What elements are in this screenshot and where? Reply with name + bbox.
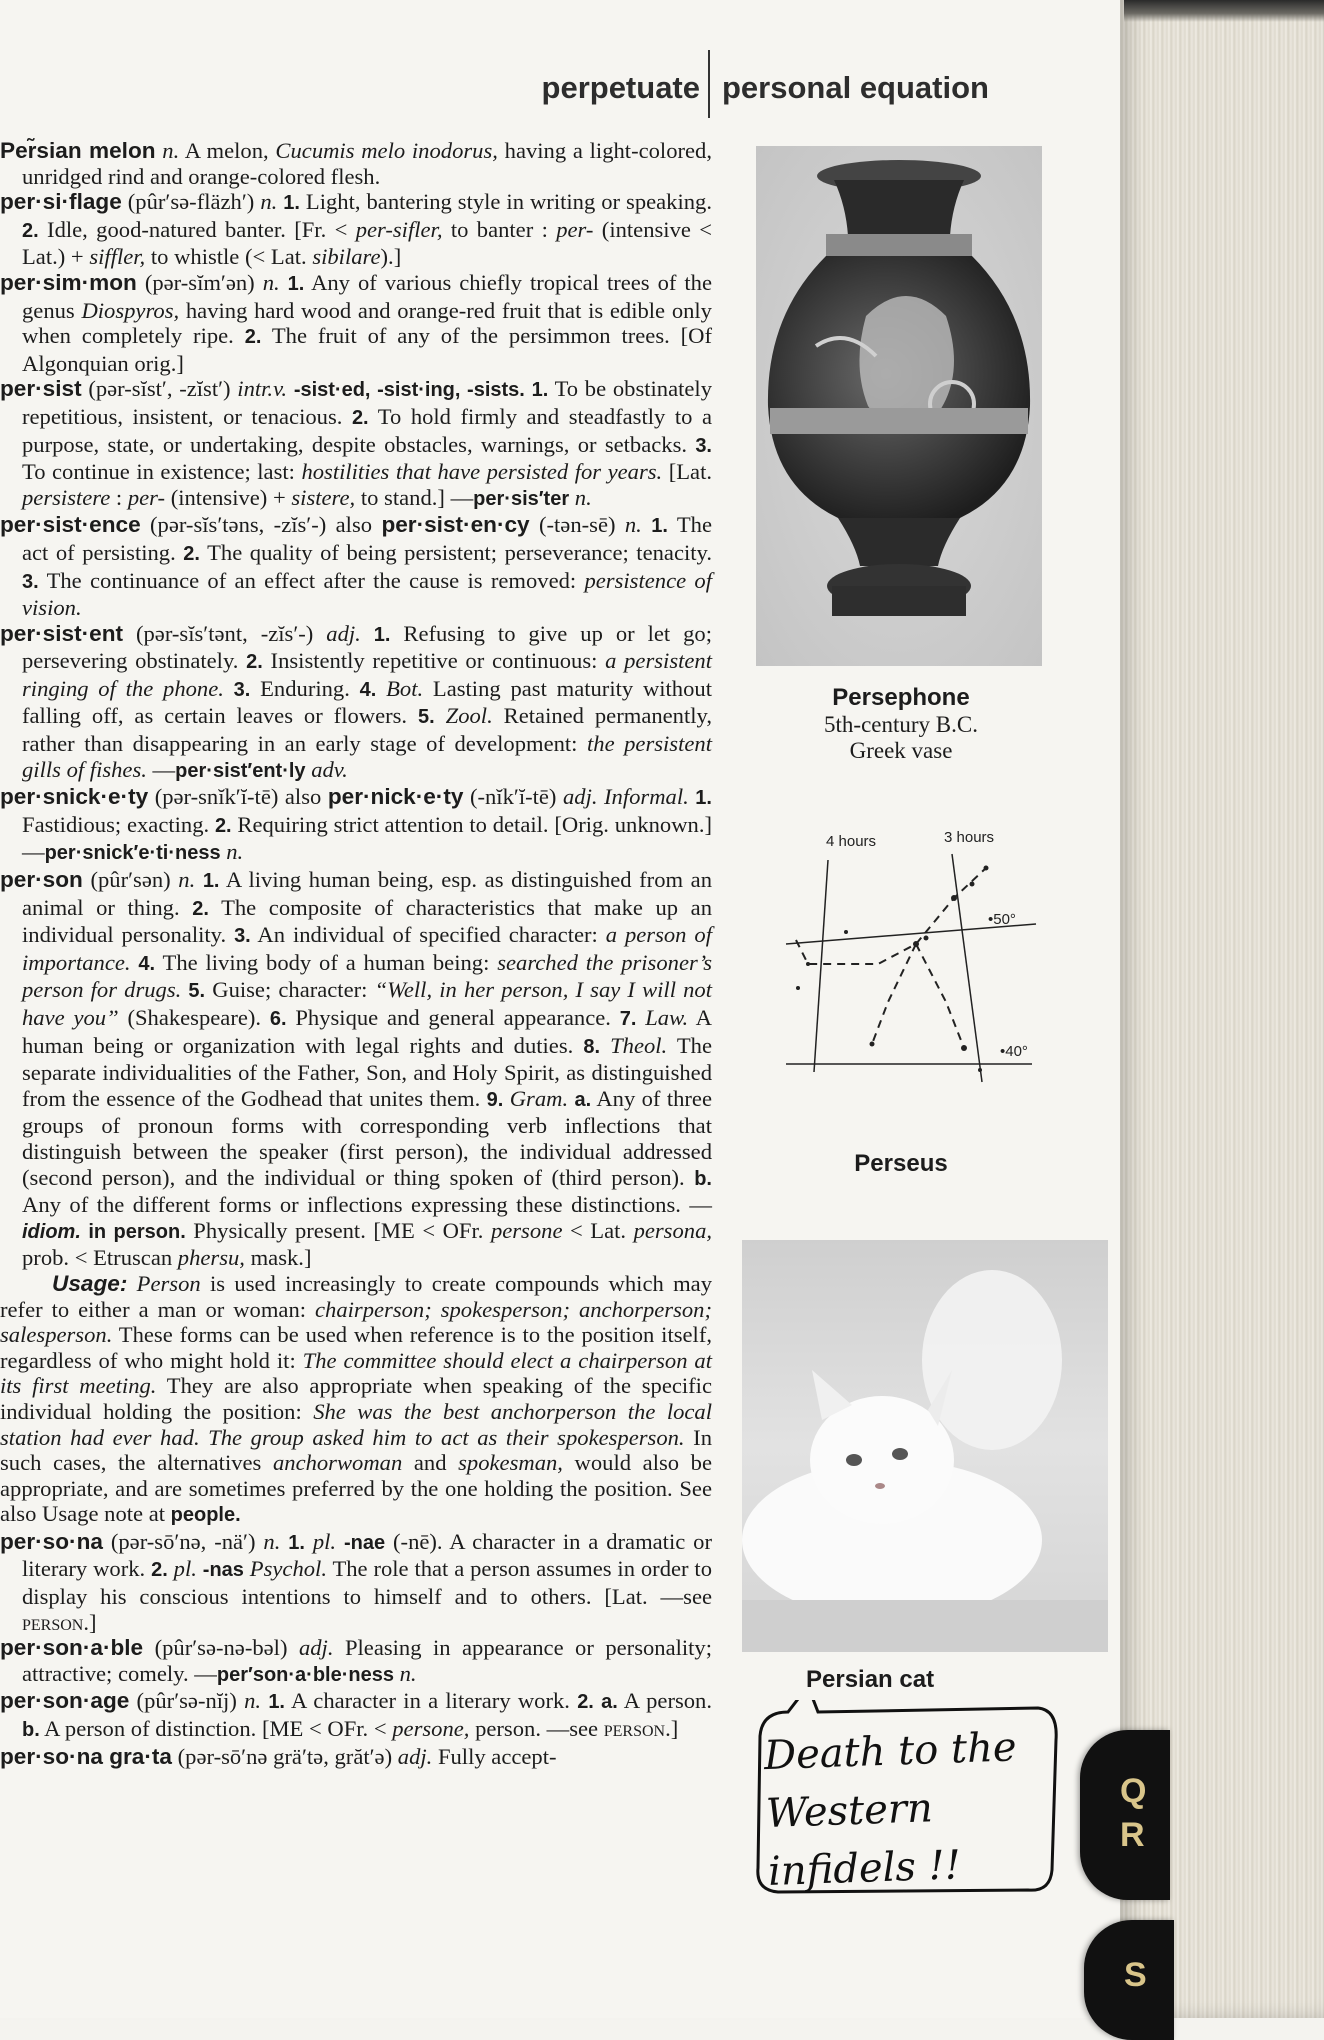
thumb-tab-qr[interactable] <box>1080 1730 1170 1900</box>
entry-definition: (pûr′sən) n. 1. A living human being, esp. as distinguished from an animal or thing. 2. The composite of characteristics that make up an individual personality. 3. An individual of specified character: a person of importance. 4. The living body of a human being: searched the prisoner’s person for drugs. 5. Guise; character: “Well, in her person, I say I will not have you” (Shakespeare). 6. Physique and general appearance. 7. Law. A human being or organization with legal rights and duties. 8. Theol. The separate individualities of the Father, Son, and Holy Spirit, as distinguished from the essence of the Godhead that unites them. 9. Gram. a. Any of three groups of pronoun forms with corresponding verb inflections that distinguish between the speaker (first person), the individual addressed (second person), and the individual or thing spoken of (third person). b. Any of the different forms or inflections expressing these distinctions. —idiom. in person. Physically present. [ME < OFr. persone < Lat. persona, prob. < Etruscan phersu, mask.] <box>22 867 713 1271</box>
tab-letter-q: Q <box>1120 1772 1147 1810</box>
entry-definition: (pər-sō′nə, -nä′) n. 1. pl. -nae (-nē). A character in a dramatic or literary work. 2. pl. -nas Psychol. The role that a person assumes in order to display his conscious intentions to himself and to others. [Lat. —see person.] <box>22 1528 712 1635</box>
cat-illustration <box>742 1240 1108 1652</box>
guide-word-right: personal equation <box>722 70 989 105</box>
entry-headword: per·sist·ence <box>0 512 141 538</box>
entry-headword: per·so·na <box>0 1528 103 1554</box>
entry-headword: per·son·a·ble <box>0 1635 144 1661</box>
dictionary-entry <box>0 1529 712 1635</box>
dictionary-entry <box>0 1635 712 1688</box>
chart-label-50-degrees: •50° <box>988 911 1016 928</box>
entries-column <box>0 138 712 1769</box>
persian-cat-caption <box>806 1666 996 1694</box>
usage-note <box>0 1271 712 1529</box>
dictionary-entry <box>0 784 712 867</box>
dictionary-entry <box>0 512 712 620</box>
entry-definition: (pûr′sə-nĭj) n. 1. A character in a literary work. 2. a. A person. b. A person of distinction. [ME < OFr. < persone, person. —see person.] <box>22 1688 712 1742</box>
chart-label-3-hours: 3 hours <box>944 829 995 846</box>
perseus-caption <box>776 1150 1026 1178</box>
perseus-star-chart <box>776 812 1046 1102</box>
dictionary-entry <box>0 1744 712 1770</box>
entry-definition: (pər-sĭs′təns, -zĭs′-) also per·sist·en·cy (-tən-sē) n. 1. The act of persisting. 2. The quality of being persistent; perseverance; tenacity. 3. The continuance of an effect after the cause is removed: persistence of vision. <box>22 512 713 621</box>
dictionary-entry <box>0 376 712 512</box>
tab-letter-s: S <box>1124 1956 1147 1994</box>
chart-label-40-degrees: •40° <box>1000 1043 1028 1060</box>
note-line-3: infidels !! <box>767 1842 962 1896</box>
entry-headword: per·snick·e·ty <box>0 784 149 810</box>
persephone-caption-era: B.C. <box>935 712 978 737</box>
persian-cat-caption-title: Persian cat <box>806 1666 935 1693</box>
entry-definition: (pər-sĭm′ən) n. 1. Any of various chiefly tropical trees of the genus Diospyros, having hard wood and orange-red fruit that is edible only when completely ripe. 2. The fruit of any of the persimmon trees. [Of Algonquian orig.] <box>22 269 712 376</box>
perseus-caption-title: Perseus <box>854 1150 948 1177</box>
dictionary-entry <box>0 621 712 785</box>
entry-headword: Per̃sian melon <box>0 138 156 163</box>
vase-illustration <box>756 146 1042 666</box>
dictionary-entry <box>0 189 712 270</box>
handwritten-speech-bubble <box>748 1700 1064 1900</box>
entry-headword: per·son·age <box>0 1688 130 1714</box>
entry-definition: (pər-sĭst′, -zĭst′) intr.v. -sist·ed, -sist·ing, -sists. 1. To be obstinately repetitious, insistent, or tenacious. 2. To hold firmly and steadfastly to a purpose, state, or undertaking, despite obstacles, warnings, or setbacks. 3. To continue in existence; last: hostilities that have persisted for years. [Lat. persistere : per- (intensive) + sistere, to stand.] —per·sis′ter n. <box>22 376 712 510</box>
note-line-1: Death to the <box>763 1724 1018 1780</box>
entry-definition: n. A melon, Cucumis melo inodorus, having a light-colored, unridged rind and orange-colored flesh. <box>22 138 712 189</box>
persephone-caption-title: Persephone <box>832 684 970 711</box>
book-page-edges <box>1120 0 1324 2018</box>
note-line-2: Western <box>765 1785 934 1838</box>
entry-headword: per·sim·mon <box>0 269 137 295</box>
entry-headword: per·so·na gra·ta <box>0 1743 172 1769</box>
perseus-constellation-diagram <box>776 812 1046 1102</box>
persephone-caption <box>776 684 1026 764</box>
chart-label-4-hours: 4 hours <box>826 833 877 850</box>
handwritten-note <box>763 1717 1059 1901</box>
persian-cat-photo <box>742 1240 1108 1652</box>
entry-definition: (pər-sĭs′tənt, -zĭs′-) adj. 1. Refusing to give up or let go; persevering obstinately. 2. Insistently repetitive or continuous: a persistent ringing of the phone. 3. Enduring. 4. Bot. Lasting past maturity without falling off, as certain leaves or flowers. 5. Zool. Retained permanently, rather than disappearing in an early stage of development: the persistent gills of fishes. —per·sist′ent·ly adv. <box>22 620 712 782</box>
book-cover-edge <box>1124 0 1324 22</box>
entry-headword: per·sist <box>0 376 82 402</box>
persephone-caption-line2: Greek vase <box>849 738 953 763</box>
entry-headword: per·si·flage <box>0 189 122 215</box>
entry-headword: per·son <box>0 867 83 893</box>
dictionary-entry <box>0 1688 712 1743</box>
thumb-tab-s[interactable] <box>1084 1920 1174 2040</box>
tab-letter-r: R <box>1120 1816 1145 1854</box>
dictionary-entry <box>0 270 712 376</box>
guide-divider <box>708 50 710 118</box>
persephone-caption-line1: 5th-century <box>824 712 931 737</box>
entry-definition: (pər-snĭk′ĭ-tē) also per·nick·e·ty (-nĭk′ĭ-tē) adj. Informal. 1. Fastidious; exacting. 2. Requiring strict attention to detail. [Orig. unknown.] —per·snick′e·ti·ness n. <box>22 784 712 865</box>
entry-definition: Person is used increasingly to create compounds which may refer to either a man or woman: chairperson; spokesperson; anchorperson; salesperson. These forms can be used when reference is to the position itself, regardless of who might hold it: The committee should elect a chairperson at its first meeting. They are also appropriate when speaking of the specific individual holding the position: She was the best anchorperson the local station had ever had. The group asked him to act as their spokesperson. In such cases, the alternatives anchorwoman and spokesman, would also be appropriate, and are sometimes preferred by the one holding the position. See also Usage note at people. <box>0 1270 713 1527</box>
entry-definition: (pûr′sə-nə-bəl) adj. Pleasing in appearance or personality; attractive; comely. —per′son·a·ble·ness n. <box>22 1635 713 1686</box>
entry-headword: per·sist·ent <box>0 620 124 646</box>
usage-label: Usage: <box>52 1270 128 1296</box>
dictionary-entry <box>0 138 712 189</box>
dictionary-entry <box>0 867 712 1271</box>
entry-definition: (pər-sō′nə grä′tə, grăt′ə) adj. Fully accept- <box>172 1743 557 1769</box>
entry-definition: (pûr′sə-fläzh′) n. 1. Light, bantering style in writing or speaking. 2. Idle, good-natured banter. [Fr. < per-sifler, to banter : per- (intensive < Lat.) + siffler, to whistle (< Lat. sibilare).] <box>22 189 712 270</box>
persephone-vase-photo <box>756 146 1042 666</box>
guide-word-left: perpetuate <box>541 70 700 105</box>
page-header <box>0 62 1060 116</box>
